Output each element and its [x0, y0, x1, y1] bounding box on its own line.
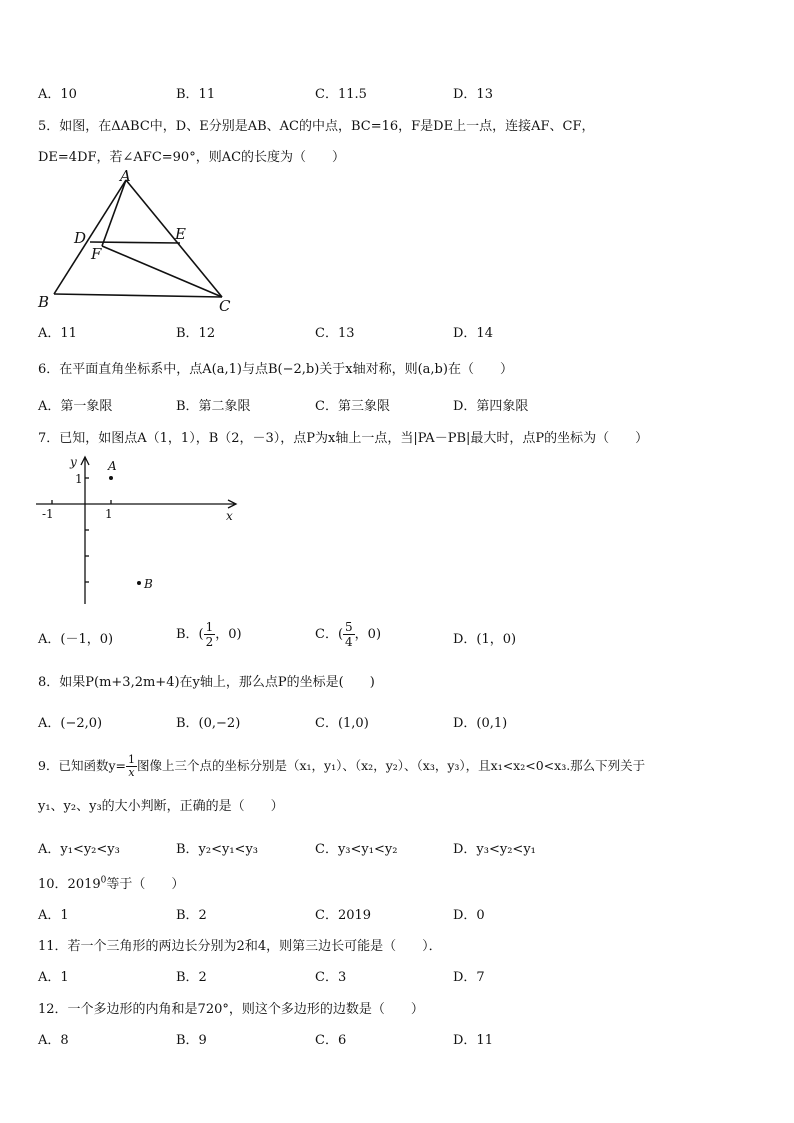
q5-triangle-figure — [30, 167, 240, 315]
q7-option-c-num: 5 — [345, 620, 353, 634]
q7-option-b-den: 2 — [205, 635, 214, 649]
q7-option-c-suffix: ，0) — [354, 627, 382, 642]
q10-option-b[interactable]: B．2 — [176, 908, 207, 923]
q9-middle: 图像上三个点的坐标分别是（x₁，y₁）、（x₂，y₂）、（x₃，y₃），且x₁<x₂<0<x₃.那么下列关于 — [137, 758, 646, 773]
q5-label-e: E — [175, 225, 186, 243]
q10-options — [0, 904, 794, 928]
q5-option-a[interactable]: A．11 — [38, 326, 77, 341]
q7-option-a[interactable]: A．(－1，0) — [38, 632, 114, 647]
q8-option-b[interactable]: B．(0,−2) — [176, 716, 241, 731]
q12-option-d[interactable]: D．11 — [453, 1033, 493, 1048]
q11-options — [0, 966, 794, 990]
q5-stem-line1 — [0, 115, 794, 139]
q11-option-c[interactable]: C．3 — [315, 970, 347, 985]
q7-text: 7．已知，如图点A（1，1），B（2，－3），点P为x轴上一点，当|PA－PB|最大时，点P的坐标为（ ） — [38, 431, 649, 446]
q5-text-2: DE=4DF，若∠AFC=90°，则AC的长度为（ ） — [38, 150, 346, 165]
q12-option-a[interactable]: A．8 — [38, 1033, 69, 1048]
q9-option-a[interactable]: A．y₁<y₂<y₃ — [38, 842, 120, 857]
q9-option-c[interactable]: C．y₃<y₁<y₂ — [315, 842, 398, 857]
q10-prefix: 10．2019 — [38, 877, 101, 892]
q6-text: 6．在平面直角坐标系中，点A(a,1)与点B(−2,b)关于x轴对称，则(a,b)在（ ） — [38, 362, 513, 377]
q12-text: 12．一个多边形的内角和是720°，则这个多边形的边数是（ ） — [38, 1002, 424, 1017]
q7-option-b-suffix: ，0) — [215, 627, 242, 642]
q9-stem-line1 — [0, 750, 794, 780]
q6-option-b[interactable]: B．第二象限 — [176, 399, 251, 414]
q11-option-a[interactable]: A．1 — [38, 970, 69, 985]
q5-option-d[interactable]: D．14 — [453, 326, 493, 341]
q7-point-a — [109, 476, 113, 480]
q4-option-b[interactable]: B．11 — [176, 87, 216, 102]
q7-option-c-fraction — [343, 620, 355, 649]
q6-option-a[interactable]: A．第一象限 — [38, 399, 113, 414]
q6-options — [0, 395, 794, 419]
q12-option-b[interactable]: B．9 — [176, 1033, 207, 1048]
q7-option-b[interactable] — [176, 620, 242, 649]
q7-label-one-x: 1 — [105, 507, 113, 521]
q10-suffix: 等于（ ） — [106, 877, 185, 892]
q5-text-1: 5．如图，在ΔABC中，D、E分别是AB、AC的中点，BC=16，F是DE上一点，连接AF、CF， — [38, 119, 595, 134]
q5-label-f: F — [91, 245, 102, 263]
q7-label-neg-one: -1 — [42, 507, 54, 521]
q12-option-c[interactable]: C．6 — [315, 1033, 347, 1048]
q7-point-b — [137, 581, 141, 585]
q8-option-c[interactable]: C．(1,0) — [315, 716, 369, 731]
q7-option-b-prefix: B．( — [176, 627, 204, 642]
q9-stem-line2 — [0, 795, 794, 819]
q6-stem — [0, 358, 794, 382]
q10-stem — [0, 873, 794, 897]
q10-text — [38, 873, 184, 892]
q5-option-c[interactable]: C．13 — [315, 326, 355, 341]
q7-stem — [0, 427, 794, 451]
q9-option-b[interactable]: B．y₂<y₁<y₃ — [176, 842, 259, 857]
q9-fraction — [126, 754, 137, 779]
q4-option-d[interactable]: D．13 — [453, 87, 493, 102]
q8-options — [0, 712, 794, 736]
q9-text-2: y₁、y₂、y₃的大小判断，正确的是（ ） — [38, 799, 284, 814]
q12-stem — [0, 998, 794, 1022]
q9-text-1 — [38, 754, 645, 779]
q8-text: 8．如果P(m+3,2m+4)在y轴上，那么点P的坐标是( ) — [38, 675, 375, 690]
q5-label-c: C — [219, 297, 231, 315]
q12-options — [0, 1029, 794, 1053]
q4-options — [0, 83, 794, 107]
q9-options — [0, 838, 794, 862]
q7-label-y: y — [70, 455, 77, 469]
q11-text: 11．若一个三角形的两边长分别为2和4，则第三边长可能是（ ）． — [38, 939, 442, 954]
q7-option-c-den: 4 — [345, 635, 353, 649]
q6-option-d[interactable]: D．第四象限 — [453, 399, 529, 414]
q11-option-b[interactable]: B．2 — [176, 970, 207, 985]
q10-exponent: 0 — [100, 875, 107, 886]
q7-option-b-num: 1 — [205, 620, 214, 634]
q7-option-d[interactable]: D．(1，0) — [453, 632, 517, 647]
q8-stem — [0, 671, 794, 695]
q11-stem — [0, 935, 794, 959]
q5-label-b: B — [38, 293, 50, 311]
q9-frac-den: x — [128, 766, 135, 779]
q7-coordinate-figure — [36, 452, 246, 610]
q7-options — [0, 620, 794, 652]
q5-option-b[interactable]: B．12 — [176, 326, 216, 341]
q10-option-d[interactable]: D．0 — [453, 908, 485, 923]
q7-option-c-prefix: C．( — [315, 627, 344, 642]
q11-option-d[interactable]: D．7 — [453, 970, 485, 985]
q4-option-a[interactable]: A．10 — [38, 87, 77, 102]
q6-option-c[interactable]: C．第三象限 — [315, 399, 390, 414]
q5-options — [0, 322, 794, 346]
q7-label-one-y: 1 — [75, 472, 83, 486]
q9-frac-num: 1 — [128, 753, 135, 766]
q5-label-d: D — [74, 229, 87, 247]
q7-label-b: B — [144, 577, 153, 591]
q7-option-c[interactable] — [315, 620, 381, 649]
q9-prefix: 9．已知函数y= — [38, 758, 126, 773]
q8-option-d[interactable]: D．(0,1) — [453, 716, 508, 731]
q4-option-c[interactable]: C．11.5 — [315, 87, 367, 102]
q8-option-a[interactable]: A．(−2,0) — [38, 716, 103, 731]
q7-option-b-fraction — [204, 620, 216, 649]
q7-label-a: A — [108, 459, 117, 473]
q10-option-c[interactable]: C．2019 — [315, 908, 372, 923]
q5-label-a: A — [120, 167, 131, 185]
q7-label-x: x — [226, 509, 233, 523]
q10-option-a[interactable]: A．1 — [38, 908, 69, 923]
q9-option-d[interactable]: D．y₃<y₂<y₁ — [453, 842, 536, 857]
